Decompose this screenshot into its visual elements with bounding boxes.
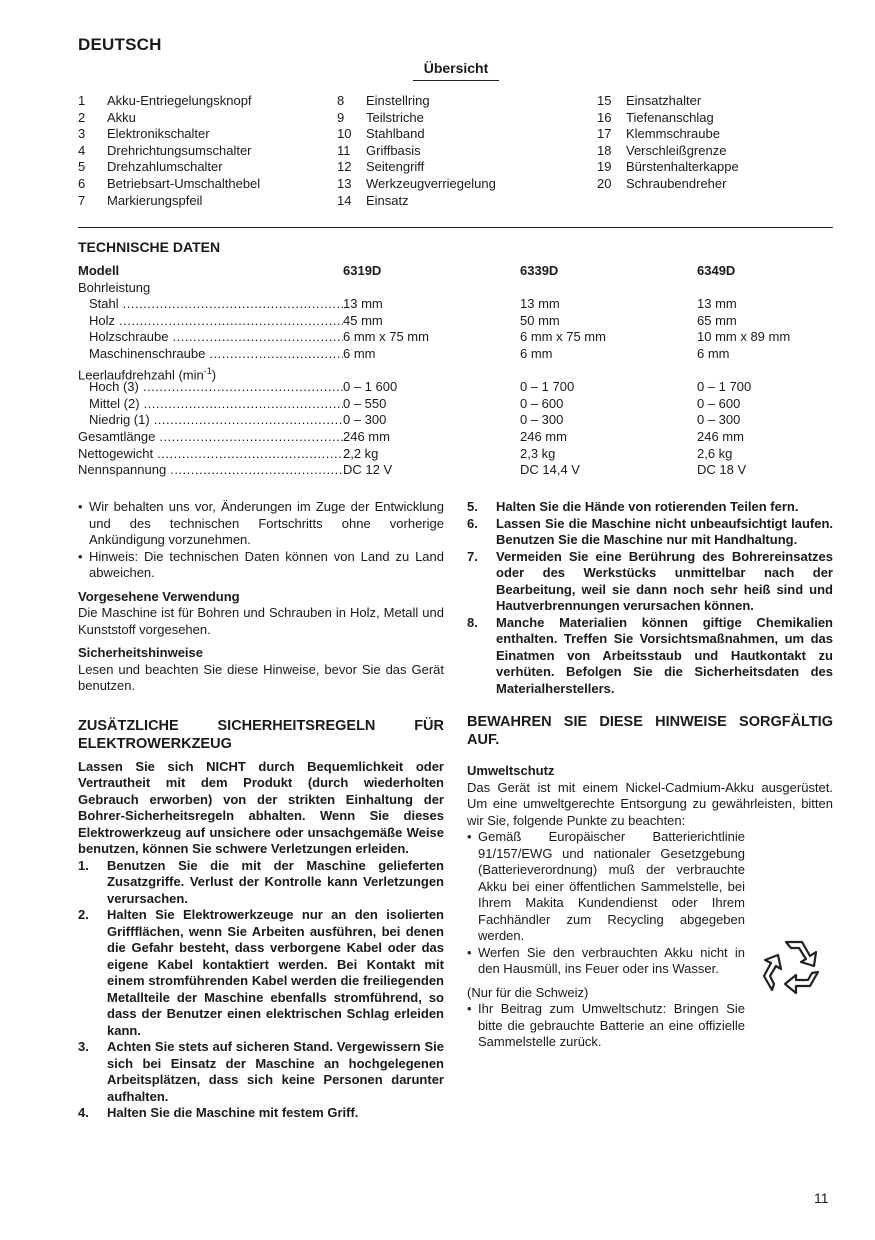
part-number: 18 [597,142,612,158]
part-item [78,176,260,193]
part-item [337,176,496,193]
part-item [337,193,496,210]
spec-header-6319d: 6319D [343,263,382,278]
rule-text: Halten Sie die Maschine mit festem Griff. [107,1105,359,1120]
spec-table [78,263,833,479]
part-item [597,176,739,193]
spec-value: 246 mm [520,428,567,444]
spec-leader-dots [143,379,343,396]
recycling-icon [758,932,830,1004]
leerlauf-text: Leerlaufdrehzahl (min [78,366,204,382]
part-number: 7 [78,192,86,208]
spec-row [78,313,833,330]
spec-label [78,429,343,446]
part-item [78,110,260,127]
env-title: Umweltschutz [467,763,555,778]
overview-title: Übersicht [413,60,499,81]
part-item [337,93,496,110]
use-text: Die Maschine ist für Bohren und Schrauben in Holz, Metall und Kunststoff vorgesehen. [78,605,444,637]
env-bullet: • Gemäß Europäischer Batterierichtlinie 91/157/EWG und nationaler Gesetzgebung (Batterieverordnung) muß der verbrauchte Akku bei einer öffentlichen Sammelstelle, bei Ihrem Makita Kundendienst oder Ihrem Fachhändler zum Recycling abgegeben werden. [467,829,745,943]
spec-row [78,446,833,463]
part-label: Griffbasis [366,142,421,158]
spec-label [78,446,343,463]
spec-label-text: Stahl [89,296,119,312]
rule-text: Vermeiden Sie eine Berührung des Bohrereinsatzes oder des Werkstücks unmittelbar nach der Bearbeitung, weil sie dann noch sehr heiß sind und Hautverbrennungen verursachen können. [496,548,833,613]
spec-label [78,462,343,479]
spec-row [78,346,833,363]
part-item [337,143,496,160]
part-label: Klemmschraube [626,126,720,142]
spec-label [78,412,343,429]
spec-value: 0 – 1 700 [697,379,752,395]
spec-label [78,329,343,346]
part-label: Drehrichtungsumschalter [107,142,252,158]
spec-leader-dots [123,296,343,313]
rule-text: Achten Sie stets auf sicheren Stand. Vergewissern Sie sich bei Einsatz der Maschine an hochgelegenen Arbeitsplätzen, dass sich keine Personen darunter aufhalten. [107,1039,444,1104]
spec-value: 13 mm [697,296,737,312]
safety-rule [78,907,444,1039]
part-label: Seitengriff [366,159,425,175]
rule-text: Benutzen Sie die mit der Maschine gelieferten Zusatzgriffe. Verlust der Kontrolle kann Verletzungen verursachen. [107,857,444,906]
swiss-bullet: • Ihr Beitrag zum Umweltschutz: Bringen Sie bitte die gebrauchte Batterie an eine offizielle Sammelstelle zurück. [467,1001,745,1049]
spec-value: DC 14,4 V [520,462,580,478]
rules-intro: Lassen Sie sich NICHT durch Bequemlichkeit oder Vertrautheit mit dem Produkt (durch wiederholten Gebrauch erworben) von der strikten Einhaltung der Bohrer-Sicherheitsregeln abhalten. Wenn Sie dieses Elektrowerkzeug auf unsichere oder unsachgemäße Weise benutzen, können Sie schwere Verletzungen erleiden. [78,758,444,856]
spec-row [78,429,833,446]
part-label: Stahlband [366,126,425,142]
safety-rule [467,516,833,549]
rule-text: Halten Sie die Hände von rotierenden Teilen fern. [496,499,799,514]
safety-rule [467,499,833,516]
spec-leader-dots [209,346,343,363]
note-item: • Hinweis: Die technischen Daten können von Land zu Land abweichen. [78,548,444,580]
spec-value: 0 – 300 [520,412,564,428]
spec-leader-dots [144,396,343,413]
part-label: Werkzeugverriegelung [366,175,496,191]
part-label: Bürstenhalterkappe [626,159,739,175]
spec-group-leerlauf [78,363,833,380]
leerlauf-sup: -1 [203,365,212,376]
page-number: 11 [814,1190,829,1206]
spec-header-row [78,263,833,280]
part-number: 15 [597,93,612,108]
part-item [337,110,496,127]
part-number: 6 [78,175,86,191]
spec-label [78,396,343,413]
parts-list-col-2 [337,93,496,209]
part-item [597,126,739,143]
spec-label-text: Niedrig (1) [89,412,150,428]
part-label: Einsatz [366,192,409,208]
part-label: Markierungspfeil [107,192,203,208]
part-number: 1 [78,93,86,108]
note-text: Hinweis: Die technischen Daten können von Land zu Land abweichen. [89,548,444,580]
spec-value: 0 – 600 [520,395,564,411]
part-number: 14 [337,192,352,208]
part-label: Schraubendreher [626,175,727,191]
part-number: 16 [597,109,612,125]
part-number: 5 [78,159,86,175]
spec-row [78,379,833,396]
rule-text: Halten Sie Elektrowerkzeuge nur an den isolierten Griffflächen, wenn Sie Arbeiten ausführen, bei denen die Gefahr besteht, dass verborgene Kabel oder das eigene Kabel kontaktiert werden. Bei Kontakt mit einem stromführenden Kabel werden die freiliegenden Metallteile der Maschine ebenfalls stromführend, so dass der Benutzer einen elektrischen Schlag erleiden kann. [107,907,444,1038]
spec-value: 246 mm [697,428,744,444]
env-text: Das Gerät ist mit einem Nickel-Cadmium-Akku ausgerüstet. Um eine umweltgerechte Entsorgung zu gewährleisten, bitten wir Sie, folgende Punkte zu beachten: [467,779,833,828]
spec-leader-dots [154,412,343,429]
spec-value: 0 – 300 [343,412,387,428]
spec-value: 0 – 600 [697,395,741,411]
part-label: Verschleißgrenze [626,142,727,158]
spec-label [78,379,343,396]
part-label: Betriebsart-Umschalthebel [107,175,261,191]
spec-leader-dots [170,462,343,479]
rule-text: Lassen Sie die Maschine nicht unbeaufsichtigt laufen. Benutzen Sie die Maschine nur mit Handhaltung. [496,515,833,547]
part-label: Akku-Entriegelungsknopf [107,93,252,108]
safety-rule [467,615,833,698]
env-bullet: • Werfen Sie den verbrauchten Akku nicht in den Hausmüll, ins Feuer oder ins Wasser. [467,944,745,976]
part-item [337,126,496,143]
env-bullet-text: Werfen Sie den verbrauchten Akku nicht in den Hausmüll, ins Feuer oder ins Wasser. [478,944,745,976]
spec-group-label: Bohrleistung [78,279,151,295]
spec-leader-dots [173,329,344,346]
swiss-bullet-text: Ihr Beitrag zum Umweltschutz: Bringen Sie bitte die gebrauchte Batterie an eine offizielle Sammelstelle zurück. [478,1001,745,1049]
part-item [597,93,739,110]
rules-title: ZUSÄTZLICHE SICHERHEITSREGELN FÜR ELEKTROWERKZEUG [78,717,444,752]
spec-row [78,396,833,413]
tech-data-title: TECHNISCHE DATEN [78,239,221,255]
leerlauf-close: ) [211,366,217,382]
spec-leader-dots [157,446,343,463]
part-item [597,143,739,160]
spec-value: 0 – 550 [343,395,387,411]
spec-label [78,296,343,313]
part-item [597,110,739,127]
part-item [337,159,496,176]
spec-value: 6 mm [697,345,730,361]
safety-rule [78,1039,444,1105]
part-label: Drehzahlumschalter [107,159,223,175]
part-number: 2 [78,109,86,125]
rule-number: 6. [467,515,478,531]
spec-value: 6 mm x 75 mm [343,329,429,345]
spec-label-text: Maschinenschraube [89,345,206,361]
spec-value: 6 mm [343,345,376,361]
spec-value: 50 mm [520,312,560,328]
note-text: Wir behalten uns vor, Änderungen im Zuge der Entwicklung und des technischen Fortschritts ohne vorherige Ankündigung vorzunehmen. [89,499,444,547]
parts-list-col-1 [78,93,260,209]
left-column [78,499,444,1122]
part-number: 9 [337,109,345,125]
divider [78,227,833,228]
part-number: 20 [597,175,612,191]
part-item [597,159,739,176]
spec-label [78,313,343,330]
env-bullet-text: Gemäß Europäischer Batterierichtlinie 91/157/EWG und nationaler Gesetzgebung (Batterieverordnung) muß der verbrauchte Akku bei einer öffentlichen Sammelstelle, bei Ihrem Makita Kundendienst oder Ihrem Fachhändler zum Recycling abgegeben werden. [478,829,745,943]
part-number: 10 [337,126,352,142]
part-label: Einsatzhalter [626,93,702,108]
spec-value: 65 mm [697,312,737,328]
spec-leader-dots [159,429,343,446]
safety-title: Sicherheitshinweise [78,645,203,660]
part-number: 11 [337,142,351,158]
spec-value: 10 mm x 89 mm [697,329,791,345]
spec-value: 13 mm [520,296,560,312]
spec-header-model: Modell [78,263,120,278]
spec-leader-dots [119,313,343,330]
use-title: Vorgesehene Verwendung [78,588,240,604]
section-language-title: DEUTSCH [78,35,162,54]
spec-value: 0 – 300 [697,412,741,428]
spec-value: 2,6 kg [697,445,733,461]
rule-number: 1. [78,857,89,873]
rule-number: 5. [467,499,478,514]
spec-value: 13 mm [343,296,383,312]
spec-value: DC 18 V [697,462,747,478]
part-label: Akku [107,109,136,125]
rule-number: 4. [78,1105,89,1120]
spec-label-text: Mittel (2) [89,395,140,411]
safety-text: Lesen und beachten Sie diese Hinweise, bevor Sie das Gerät benutzen. [78,661,444,693]
part-number: 3 [78,126,86,142]
spec-value: DC 12 V [343,462,393,478]
part-item [78,126,260,143]
spec-header-6339d: 6339D [520,263,559,278]
part-number: 12 [337,159,352,175]
spec-value: 0 – 1 600 [343,379,398,395]
rule-number: 8. [467,614,478,630]
spec-value: 2,2 kg [343,445,379,461]
part-number: 4 [78,142,86,158]
part-label: Teilstriche [366,109,424,125]
spec-group-bohrleistung [78,280,833,297]
spec-header-6349d: 6349D [697,263,736,278]
parts-list-col-3 [597,93,739,193]
part-number: 13 [337,175,352,191]
rule-number: 2. [78,907,89,922]
keep-instructions-title: BEWAHREN SIE DIESE HINWEISE SORGFÄLTIG AUF. [467,714,833,748]
safety-rule [467,549,833,615]
spec-value: 246 mm [343,428,390,444]
rule-text: Manche Materialien können giftige Chemikalien enthalten. Treffen Sie Vorsichtsmaßnahmen, um das Einatmen von Arbeitsstaub und Hautkontakt zu verhüten. Befolgen Sie die Sicherheitsdaten des Materialherstellers. [496,614,833,696]
part-item [78,143,260,160]
swiss-note: (Nur für die Schweiz) [467,984,589,1000]
spec-label-text: Nennspannung [78,462,167,478]
note-item: • Wir behalten uns vor, Änderungen im Zuge der Entwicklung und des technischen Fortschritts ohne vorherige Ankündigung vorzunehmen. [78,499,444,547]
part-item [78,193,260,210]
part-item [78,159,260,176]
spec-label-text: Hoch (3) [89,379,139,395]
spec-label [78,346,343,363]
rule-number: 7. [467,548,478,564]
spec-label-text: Nettogewicht [78,445,154,461]
spec-row [78,329,833,346]
part-label: Tiefenanschlag [626,109,714,125]
spec-row [78,296,833,313]
part-item [78,93,260,110]
spec-value: 2,3 kg [520,445,556,461]
safety-rule [78,1105,444,1122]
part-label: Elektronikschalter [107,126,210,142]
spec-value: 6 mm [520,345,553,361]
part-number: 17 [597,126,612,142]
spec-row [78,462,833,479]
spec-label-text: Holz [89,312,116,328]
spec-label-text: Gesamtlänge [78,428,156,444]
spec-value: 6 mm x 75 mm [520,329,606,345]
part-label: Einstellring [366,93,430,108]
spec-value: 45 mm [343,312,383,328]
part-number: 19 [597,159,612,175]
part-number: 8 [337,93,345,108]
spec-row [78,412,833,429]
rule-number: 3. [78,1039,89,1054]
spec-value: 0 – 1 700 [520,379,575,395]
safety-rule [78,858,444,908]
spec-label-text: Holzschraube [89,329,169,345]
